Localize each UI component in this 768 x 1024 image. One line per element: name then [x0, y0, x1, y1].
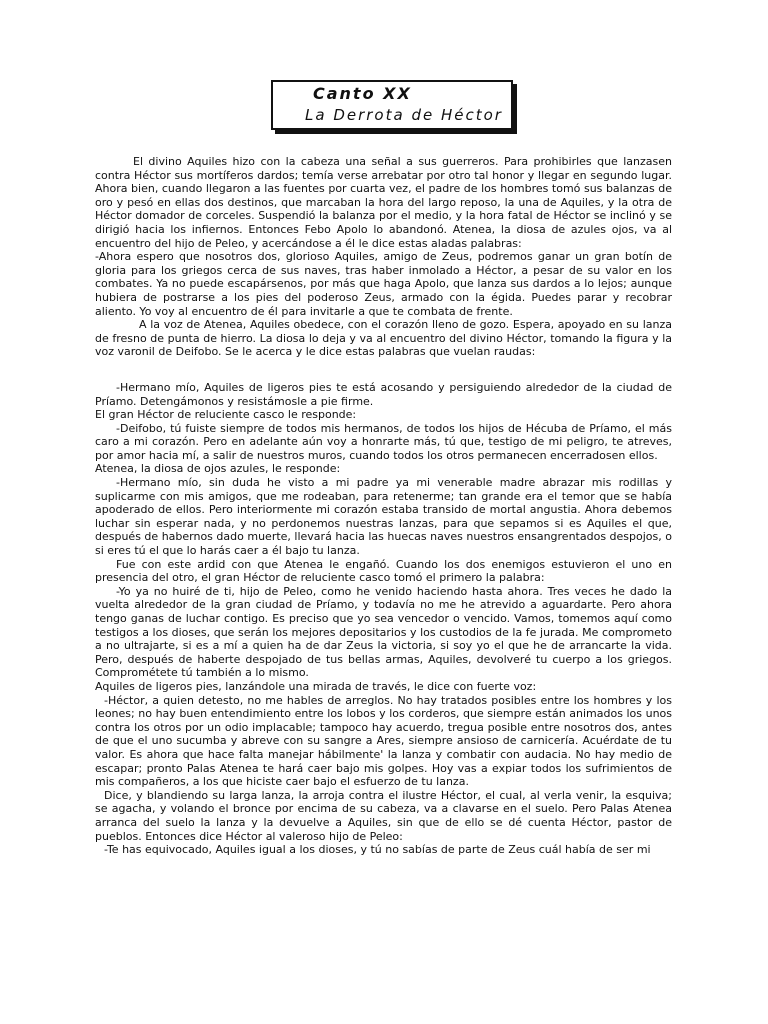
chapter-title: La Derrota de Héctor — [305, 106, 503, 124]
paragraph: Dice, y blandiendo su larga lanza, la arroja contra el ilustre Héctor, el cual, al verla venir, la esquiva; se agacha, y volando el bronce por encima de su cabeza, va a clavarse en el suelo. Pero Palas Atenea arranca del suelo la lanza y la devuelve a Aquiles, sin que de ello se dé cuenta Héctor, pastor de pueblos. Entonces dice Héctor al valeroso hijo de Peleo: — [95, 788, 672, 843]
paragraph: Atenea, la diosa de ojos azules, le responde: — [95, 462, 341, 476]
chapter-number: Canto XX — [313, 84, 412, 103]
paragraph: El gran Héctor de reluciente casco le responde: — [95, 408, 357, 422]
paragraph: -Ahora espero que nosotros dos, glorioso Aquiles, amigo de Zeus, podremos ganar un gran botín de gloria para los griegos cerca de sus naves, tras haber inmolado a Héctor, a pesar de su valor en los combates. Ya no puede escapársenos, por más que haga Apolo, que lanza sus dardos a lo lejos; aunque hubiera de postrarse a los pies del poderoso Zeus, armado con la égida. Puedes parar y recobrar aliento. Yo voy al encuentro de él para invitarle a que te combata de frente. — [95, 250, 672, 318]
paragraph: -Hermano mío, Aquiles de ligeros pies te está acosando y persiguiendo alrededor de la ciudad de Príamo. Detengámonos y resistámosle a pie firme. — [95, 380, 672, 408]
paragraph: A la voz de Atenea, Aquiles obedece, con el corazón lleno de gozo. Espera, apoyado en su lanza de fresno de punta de hierro. La diosa lo deja y va al encuentro del divino Héctor, tomando la figura y la voz varonil de Deifobo. Se le acerca y le dice estas palabras que vuelan raudas: — [95, 318, 672, 359]
paragraph: El divino Aquiles hizo con la cabeza una señal a sus guerreros. Para prohibirles que lanzasen contra Héctor sus mortíferos dardos; temía verse arrebatar por otro tal honor y llegar en segundo lugar. Ahora bien, cuando llegaron a las fuentes por cuarta vez, el padre de los hombres tomó sus balanzas de oro y pesó en ellas dos destinos, que marcaban la hora del largo reposo, la una de Aquiles, y la otra de Héctor domador de corceles. Suspendió la balanza por el medio, y la hora fatal de Héctor se inclinó y se dirigió hacia los infiernos. Entonces Febo Apolo lo abandonó. Atenea, la diosa de azules ojos, va al encuentro del hijo de Peleo, y acercándose a él le dice estas aladas palabras: — [95, 155, 672, 250]
chapter-title-box — [271, 80, 513, 130]
paragraph: -Hermano mío, sin duda he visto a mi padre ya mi venerable madre abrazar mis rodillas y suplicarme con mis amigos, que me rodeaban, para retenerme; tan grande era el temor que se había apoderado de ellos. Pero interiormente mi corazón estaba transido de mortal angustia. Ahora debemos luchar sin esperar nada, y no perdonemos nuestras lanzas, para que sepamos si es Aquiles el que, después de habernos dado muerte, llevará hacia las huecas naves nuestros ensangrentados despojos, o si eres tú el que lo harás caer a él bajo tu lanza. — [95, 476, 672, 558]
paragraph: Fue con este ardid con que Atenea le engañó. Cuando los dos enemigos estuvieron el uno en presencia del otro, el gran Héctor de reluciente casco tomó el primero la palabra: — [95, 557, 672, 585]
paragraph-gap — [95, 359, 672, 381]
paragraph: -Héctor, a quien detesto, no me hables de arreglos. No hay tratados posibles entre los hombres y los leones; no hay buen entendimiento entre los lobos y los corderos, que siempre están animados los unos contra los otros por un odio implacable; tampoco hay acuerdo, tregua posible entre nosotros dos, antes de que el uno sucumba y abreve con su sangre a Ares, siempre ansioso de carnicería. Acuérdate de tu valor. Es ahora que hace falta manejar hábilmente' la lanza y combatir con audacia. No hay medio de escapar; pronto Palas Atenea te hará caer bajo mis golpes. Hoy vas a expiar todos los sufrimientos de mis compañeros, a los que hiciste caer bajo el esfuerzo de tu lanza. — [95, 693, 672, 789]
paragraph: Aquiles de ligeros pies, lanzándole una mirada de través, le dice con fuerte voz: — [95, 679, 537, 693]
paragraph: -Deifobo, tú fuiste siempre de todos mis hermanos, de todos los hijos de Hécuba de Príamo, el más caro a mi corazón. Pero en adelante aún voy a honrarte más, tú que, testigo de mi peligro, te atreves, por amor hacia mí, a salir de nuestros muros, cuando todos los otros permanecen encerradosen ellos. — [95, 421, 672, 462]
paragraph: -Te has equivocado, Aquiles igual a los dioses, y tú no sabías de parte de Zeus cuál había de ser mi — [104, 843, 651, 857]
title-box-frame — [271, 80, 513, 130]
document-body — [95, 155, 672, 857]
paragraph: -Yo ya no huiré de ti, hijo de Peleo, como he venido haciendo hasta ahora. Tres veces he dado la vuelta alrededor de la gran ciudad de Príamo, y todavía no me he atrevido a aguardarte. Pero ahora tengo ganas de luchar contigo. Es preciso que yo sea vencedor o vencido. Vamos, tomemos aquí como testigos a los dioses, que serán los mejores depositarios y los custodios de la fe jurada. Me comprometo a no ultrajarte, si es a mí a quien ha de dar Zeus la victoria, si soy yo el que he de arrancarte la vida. Pero, después de haberte despojado de tus bellas armas, Aquiles, devolveré tu cuerpo a los griegos. Comprométete tú también a lo mismo. — [95, 584, 672, 680]
